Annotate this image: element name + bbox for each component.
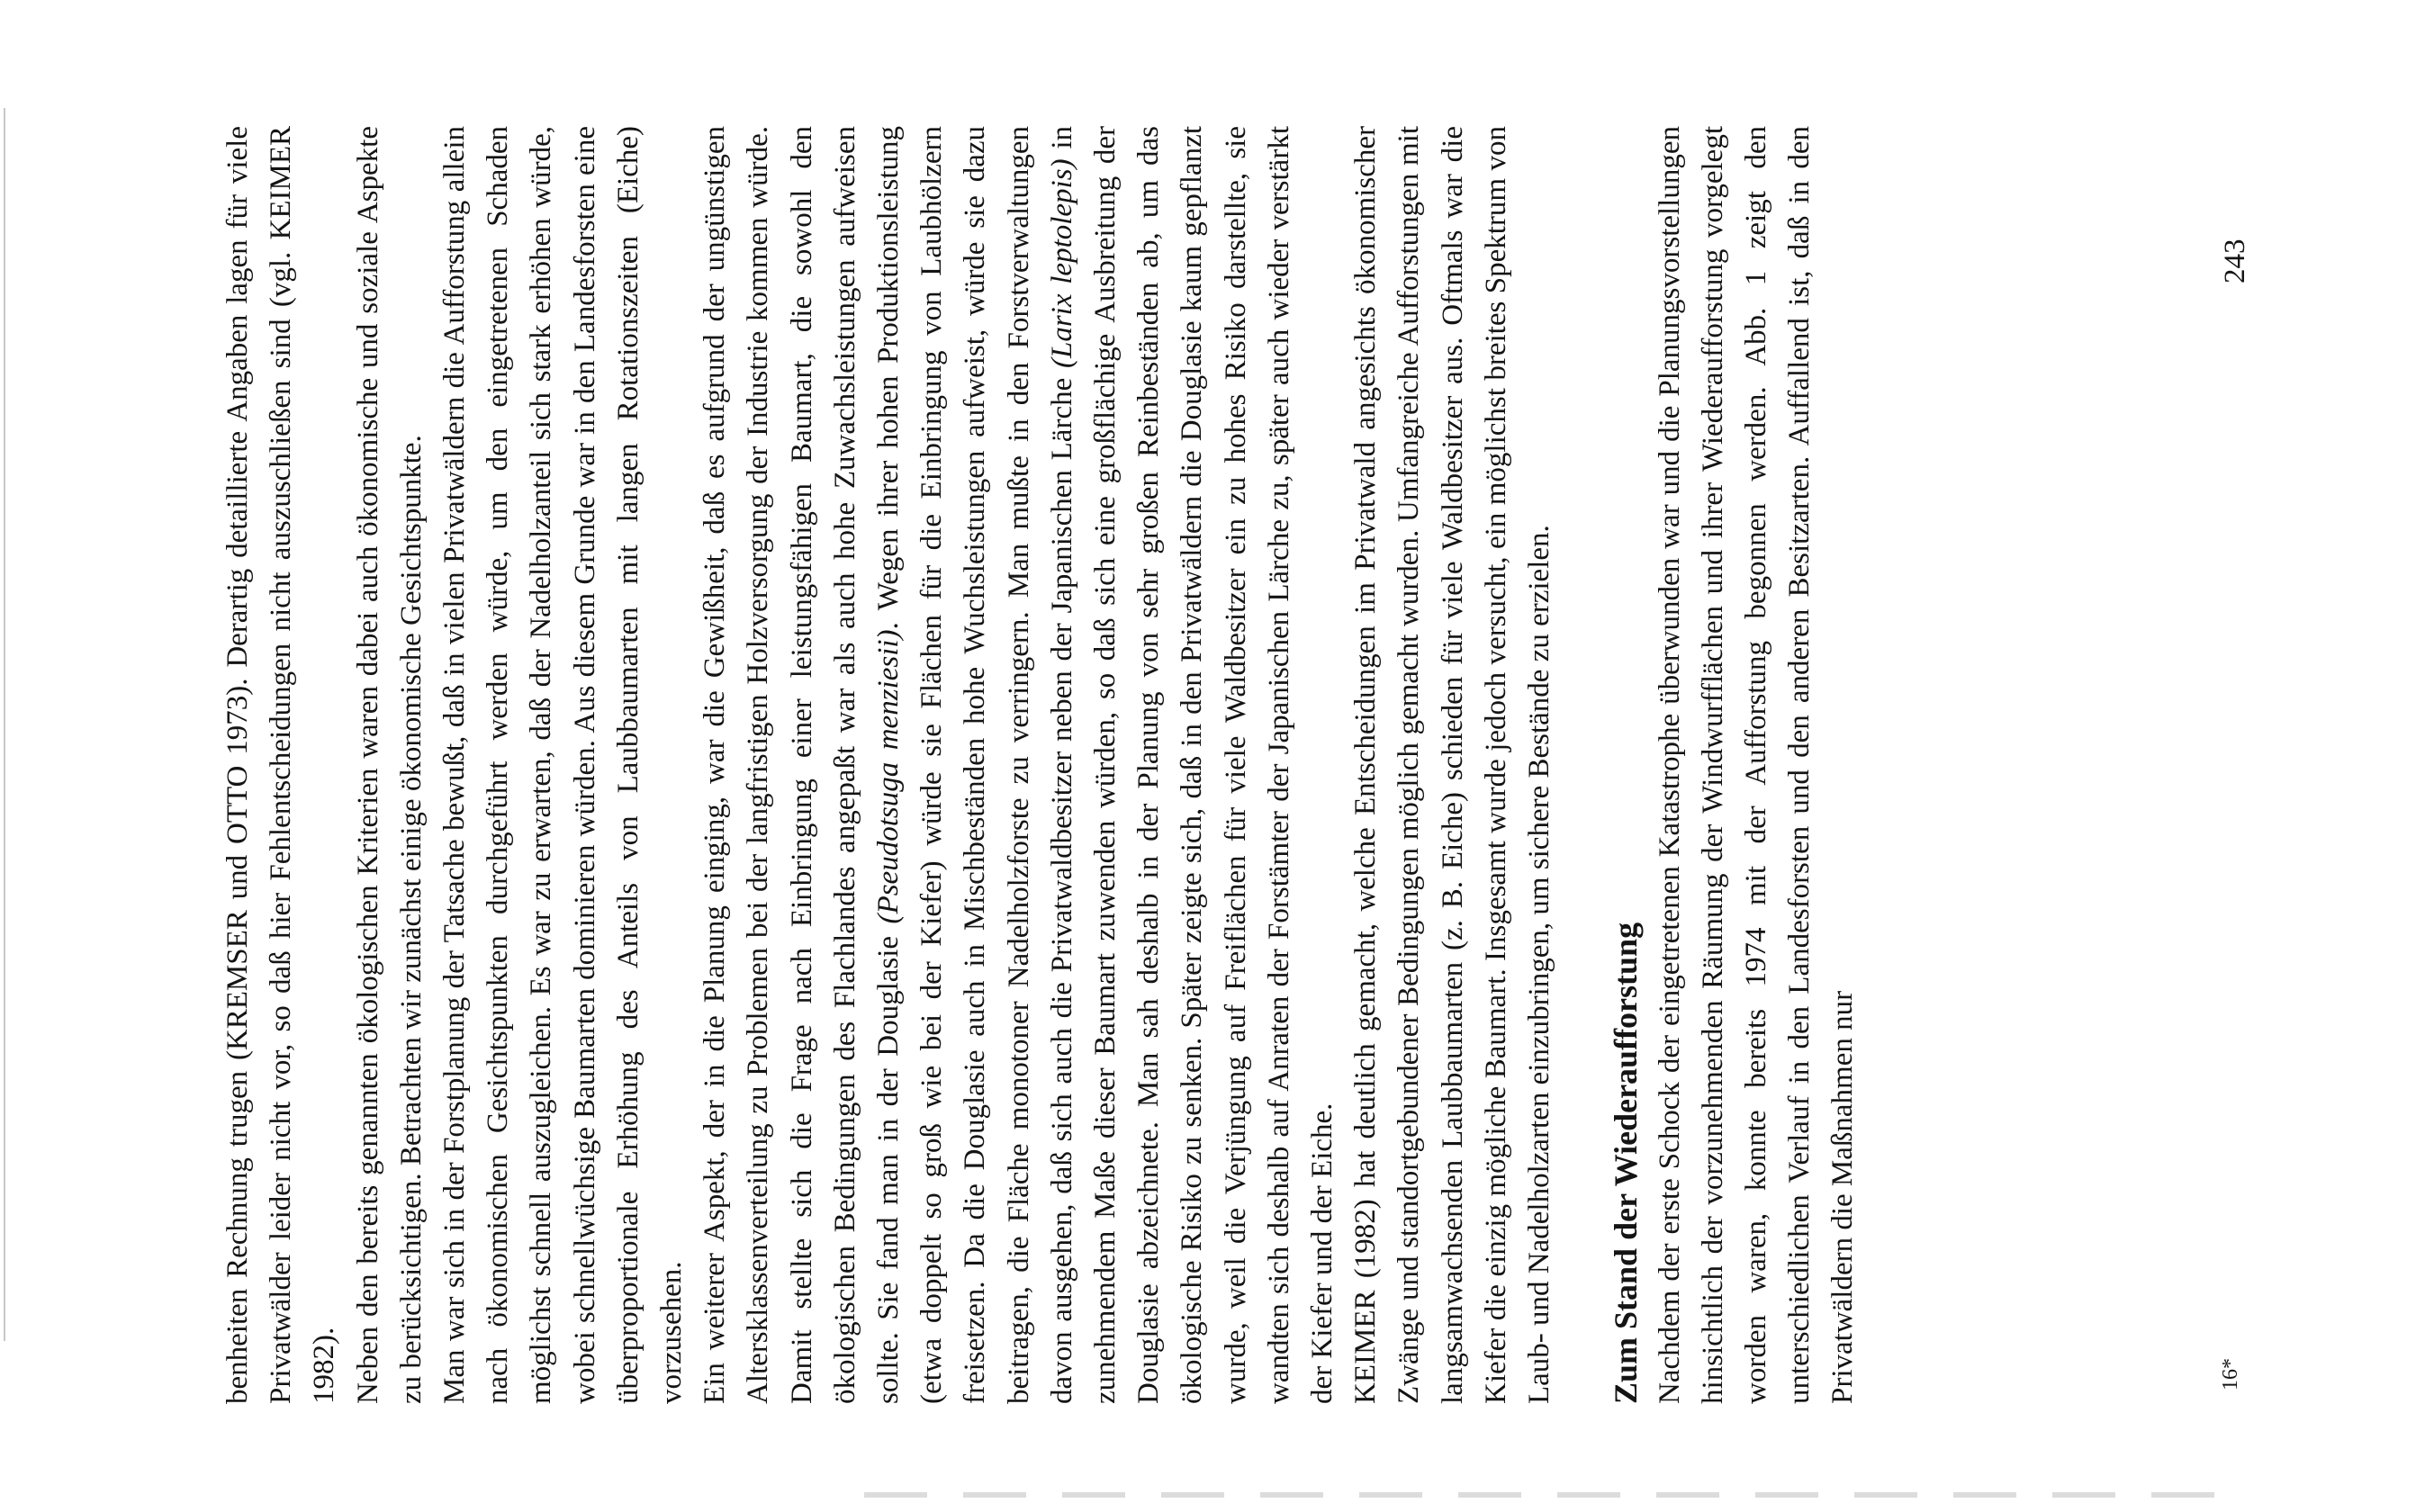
scan-noise xyxy=(864,1492,2214,1498)
paragraph-3: Man war sich in der Forstplanung der Tatsache bewußt, daß in vielen Privatwäldern die Aufforstung allein nach ökonomischen Gesichtspunkten durchgeführt werden würde, um den eingetretenen Schaden möglichst schnell auszugleichen. Es war zu erwarten, daß der Nadelholzanteil sich stark erhöhen würde, wobei schnellwüchsige Baumarten dominieren würden. Aus diesem Grunde war in den Landesforsten eine überproportionale Erhöhung des Anteils von Laubbaumarten mit langen Rotationszeiten (Eiche) vorzusehen. xyxy=(438,126,689,1404)
scan-page-edge xyxy=(4,108,5,1341)
signature-mark: 16* xyxy=(2219,1358,2242,1390)
paragraph-1: benheiten Rechnung trugen (KREMSER und OTTO 1973). Derartig detaillierte Angaben lagen für viele Privatwälder leider nicht vor, so daß hier Fehlentscheidungen nicht auszuschließen sind (vgl. KEIMER 1982). xyxy=(221,126,341,1404)
paragraph-5: KEIMER (1982) hat deutlich gemacht, welche Entscheidungen im Privatwald angesichts ökonomischer Zwänge und standortgebundener Bedingungen möglich gemacht wurden. Umfangreiche Aufforstungen mit langsamwachsenden Laubbaumarten (z. B. Eiche) schieden für viele Waldbesitzer aus. Oftmals war die Kiefer die einzig mögliche Baumart. Insgesamt wurde jedoch versucht, ein möglichst breites Spektrum von Laub- und Nadelholzarten einzubringen, um sichere Bestände zu erzielen. xyxy=(1349,126,1556,1404)
paragraph-2: Neben den bereits genannten ökologischen Kriterien waren dabei auch ökonomische und soziale Aspekte zu berücksichtigen. Betrachten wir zunächst einige ökonomische Gesichtspunkte. xyxy=(351,126,428,1404)
species-name-douglas: (Pseudotsuga menziesii) xyxy=(872,629,906,924)
body-text xyxy=(216,126,1865,1404)
paragraph-4-part-2: . Wegen ihrer hohen Produktionsleistung (etwa doppelt so groß wie bei der Kiefer) würde sie Flächen für die Einbringung von Laubhölzern freisetzen. Da die Douglasie auch in Mischbeständen hohe Wuchsleistungen aufweist, würde sie dazu beitragen, die Fläche monotoner Nadelholzforste zu verringern. Man mußte in den Forstverwaltungen davon ausgehen, daß sich auch die Privatwaldbesitzer neben der Japanischen Lärche xyxy=(872,126,1078,1404)
section-heading: Zum Stand der Wiederaufforstung xyxy=(1608,922,1645,1404)
paragraph-4 xyxy=(693,126,1344,1404)
paragraph-4-part-3: in zunehmendem Maße dieser Baumart zuwenden würden, so daß sich eine großflächige Ausbreitung der Douglasie abzeichnete. Man sah deshalb in der Planung von sehr großen Reinbeständen ab, um das ökologische Risiko zu senken. Später zeigte sich, daß in den Privatwäldern die Douglasie kaum gepflanzt wurde, weil die Verjüngung auf Freiflächen für viele Waldbesitzer ein zu hohes Risiko darstellte, sie wandten sich deshalb auf Anraten der Forstämter der Japanischen Lärche zu, später auch wieder verstärkt der Kiefer und der Eiche. xyxy=(1045,126,1339,1404)
section-paragraph: Nachdem der erste Schock der eingetretenen Katastrophe überwunden war und die Planungsvorstellungen hinsichtlich der vorzunehmenden Räumung der Windwurfflächen und ihrer Wiederaufforstung vorgelegt worden waren, konnte bereits 1974 mit der Aufforstung begonnen werden. Abb. 1 zeigt den unterschiedlichen Verlauf in den Landesforsten und den anderen Besitzarten. Auffallend ist, daß in den Privatwäldern die Maßnahmen nur xyxy=(1653,126,1860,1404)
species-name-larch: (Larix leptolepis) xyxy=(1045,158,1078,368)
page-number: 243 xyxy=(2219,238,2251,284)
rotated-page xyxy=(216,126,2286,1404)
paragraph-4-part-1: Ein weiterer Aspekt, der in die Planung einging, war die Gewißheit, daß es aufgrund der ungünstigen Altersklassenverteilung zu Problemen bei der langfristigen Holzversorgung der Industrie kommen würde. Damit stellte sich die Frage nach Einbringung einer leistungsfähigen Baumart, die sowohl den ökologischen Bedingungen des Flachlandes angepaßt war als auch hohe Zuwachsleistungen aufweisen sollte. Sie fand man in der Douglasie xyxy=(699,126,906,1404)
